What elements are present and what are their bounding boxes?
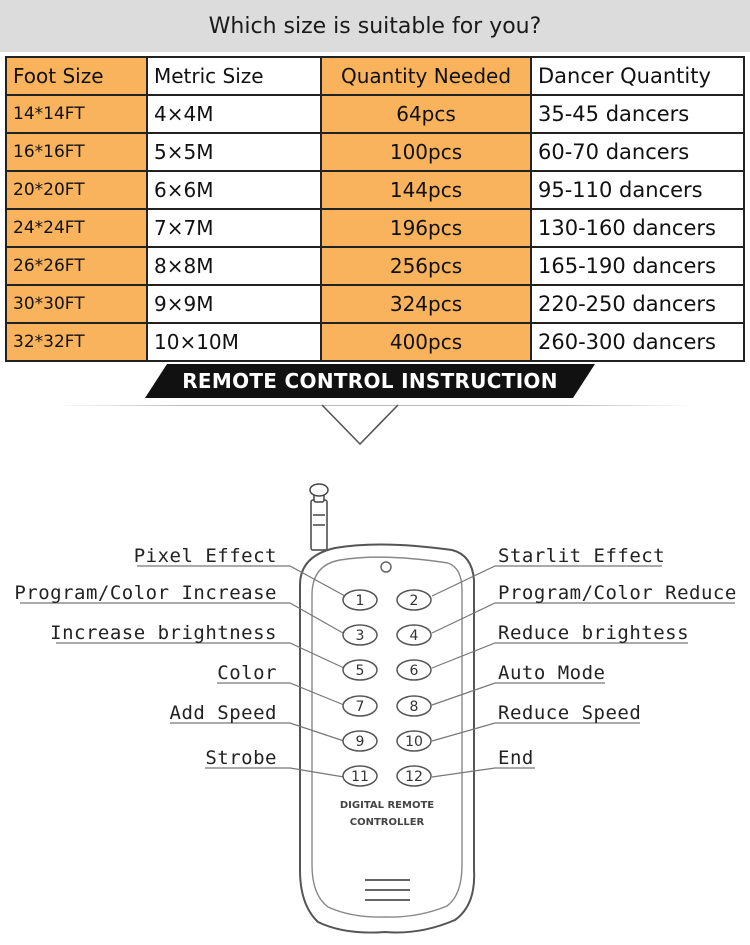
cell-foot-size: 30*30FT [6,285,147,323]
cell-quantity: 324pcs [321,285,531,323]
label-program-color-reduce: Program/Color Reduce [498,582,737,604]
label-auto-mode: Auto Mode [498,662,606,684]
button-number: 1 [355,593,365,609]
cell-foot-size: 16*16FT [6,133,147,171]
header-dancer-quantity: Dancer Quantity [531,57,744,95]
cell-foot-size: 32*32FT [6,323,147,361]
label-color: Color [217,662,277,684]
cell-metric-size: 6×6M [147,171,321,209]
cell-quantity: 100pcs [321,133,531,171]
label-reduce-brightness: Reduce brightess [498,622,690,644]
label-increase-brightness: Increase brightness [50,622,277,644]
cell-dancers: 260-300 dancers [531,323,744,361]
cell-foot-size: 20*20FT [6,171,147,209]
cell-metric-size: 7×7M [147,209,321,247]
button-number: 5 [355,663,365,679]
label-pixel-effect: Pixel Effect [133,545,277,567]
button-number: 11 [351,769,369,785]
button-number: 9 [355,734,365,750]
cell-quantity: 196pcs [321,209,531,247]
label-reduce-speed: Reduce Speed [498,702,642,724]
label-end: End [498,747,534,769]
label-program-color-increase: Program/Color Increase [14,582,277,604]
button-number: 4 [409,628,419,644]
header-metric-size: Metric Size [147,57,321,95]
cell-quantity: 400pcs [321,323,531,361]
section-title: REMOTE CONTROL INSTRUCTION [182,369,558,393]
cell-quantity: 144pcs [321,171,531,209]
cell-metric-size: 10×10M [147,323,321,361]
antenna-icon [310,484,328,550]
cell-metric-size: 4×4M [147,95,321,133]
button-number: 2 [409,593,419,609]
button-number: 12 [405,769,423,785]
cell-dancers: 130-160 dancers [531,209,744,247]
button-number: 10 [405,734,423,750]
cell-foot-size: 24*24FT [6,209,147,247]
cell-foot-size: 14*14FT [6,95,147,133]
cell-dancers: 60-70 dancers [531,133,744,171]
header-quantity-needed: Quantity Needed [321,57,531,95]
cell-metric-size: 8×8M [147,247,321,285]
cell-dancers: 220-250 dancers [531,285,744,323]
label-starlit-effect: Starlit Effect [498,545,666,567]
remote-brand-line2: CONTROLLER [349,817,425,828]
button-number: 8 [409,699,419,715]
header-foot-size: Foot Size [6,57,147,95]
button-number: 3 [355,628,365,644]
label-strobe: Strobe [205,747,277,769]
cell-quantity: 256pcs [321,247,531,285]
label-add-speed: Add Speed [169,702,277,724]
banner-title: Which size is suitable for you? [208,13,542,39]
remote-body [300,544,474,932]
remote-brand-line1: DIGITAL REMOTE [339,800,435,811]
cell-metric-size: 5×5M [147,133,321,171]
cell-foot-size: 26*26FT [6,247,147,285]
button-number: 6 [409,663,419,679]
button-number: 7 [355,699,365,715]
cell-metric-size: 9×9M [147,285,321,323]
cell-dancers: 165-190 dancers [531,247,744,285]
cell-quantity: 64pcs [321,95,531,133]
cell-dancers: 35-45 dancers [531,95,744,133]
cell-dancers: 95-110 dancers [531,171,744,209]
